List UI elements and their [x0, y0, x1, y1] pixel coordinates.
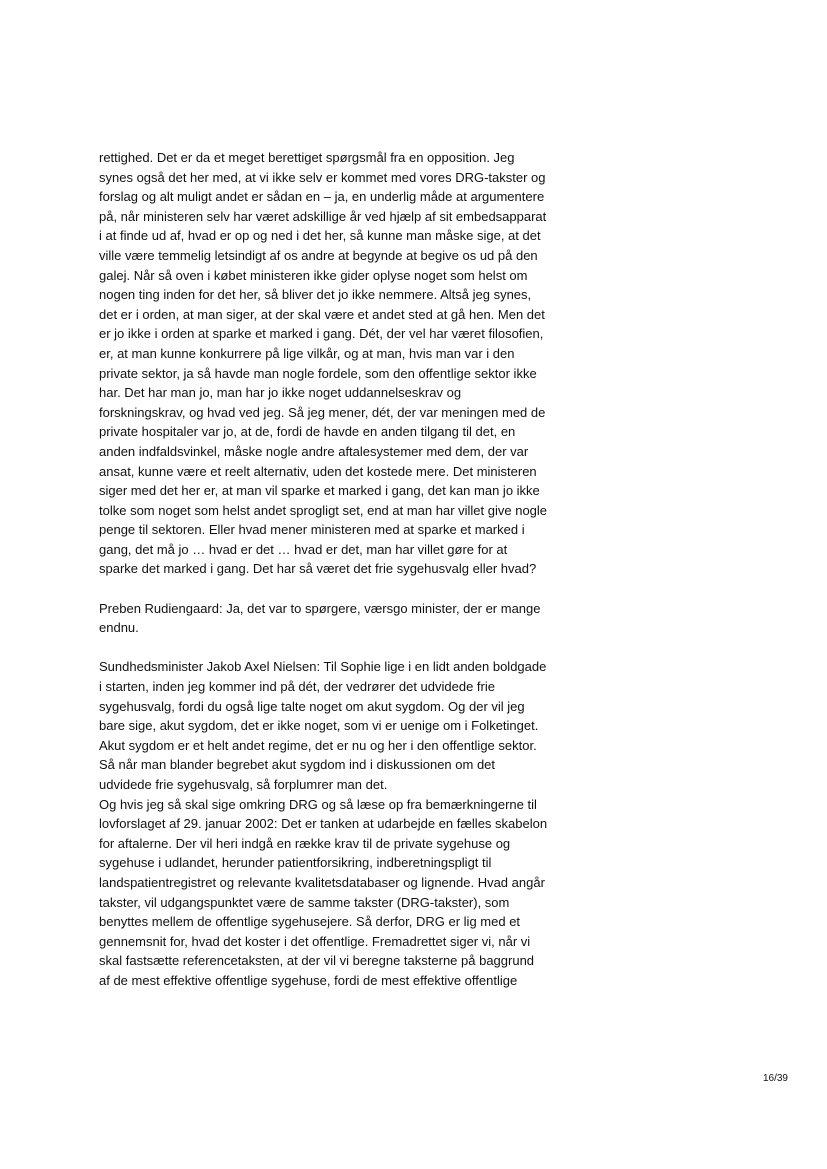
text-line: sygehusvalg, fordi du også lige talte noget om akut sygdom. Og der vil jeg: [99, 698, 525, 714]
text-line: benyttes mellem de offentlige sygehusejere. Så derfor, DRG er lig med et: [99, 914, 521, 930]
text-line: anden indfaldsvinkel, måske nogle andre aftalesystemer med dem, der var: [99, 443, 529, 459]
text-line: endnu.: [99, 620, 139, 636]
paragraph: [99, 599, 599, 638]
text-line: af de mest effektive offentlige sygehuse, fordi de mest effektive offentlige: [99, 972, 518, 988]
text-line: private sektor, ja så havde man nogle fordele, som den offentlige sektor ikke: [99, 365, 537, 381]
text-line: er jo ikke i orden at sparke et marked i gang. Dét, der vel har været filosofien,: [99, 326, 544, 342]
text-line: Akut sygdom er et helt andet regime, det er nu og her i den offentlige sektor.: [99, 737, 537, 753]
text-line: sygehuse i udlandet, herunder patientforsikring, indberetningspligt til: [99, 855, 492, 871]
paragraph-gap: [99, 579, 599, 599]
text-line: Sundhedsminister Jakob Axel Nielsen: Til Sophie lige i en lidt anden boldgade: [99, 659, 547, 675]
text-line: bare sige, akut sygdom, det er ikke noget, som vi er uenige om i Folketinget.: [99, 718, 539, 734]
text-line: rettighed. Det er da et meget berettiget spørgsmål fra en opposition. Jeg: [99, 150, 515, 165]
text-line: er, at man kunne konkurrere på lige vilkår, og at man, hvis man var i den: [99, 345, 515, 361]
paragraph-gap: [99, 638, 599, 658]
page-number: 16/39: [762, 1073, 788, 1084]
text-line: Og hvis jeg så skal sige omkring DRG og så læse op fra bemærkningerne til: [99, 796, 537, 812]
text-line: takster, vil udgangspunktet være de samme takster (DRG-takster), som: [99, 894, 510, 910]
text-line: udvidede frie sygehusvalg, så forplumrer man det.: [99, 777, 388, 792]
text-line: på, når ministeren selv har været adskillige år ved hjælp af sit embedsapparat: [99, 208, 547, 224]
text-line: i starten, inden jeg kommer ind på dét, der vedrører det udvidede frie: [99, 679, 495, 695]
document-body: [99, 148, 599, 991]
text-line: gang, det må jo … hvad er det … hvad er det, man har villet gøre for at: [99, 541, 508, 557]
text-line: forslag og alt muligt andet er sådan en – ja, en underlig måde at argumentere: [99, 189, 545, 205]
text-line: har. Det har man jo, man har jo ikke noget uddannelseskrav og: [99, 385, 462, 401]
text-line: i at finde ud af, hvad er op og ned i det her, så kunne man måske sige, at det: [99, 228, 541, 244]
text-line: gennemsnit for, hvad det koster i det offentlige. Fremadrettet siger vi, når vi: [99, 933, 531, 949]
text-line: galej. Når så oven i købet ministeren ikke gider oplyse noget som helst om: [99, 267, 528, 283]
text-line: forskningskrav, og hvad ved jeg. Så jeg mener, dét, der var meningen med de: [99, 404, 546, 420]
text-line: ville være temmelig letsindigt af os andre at begynde at begive os ud på den: [99, 247, 538, 263]
text-line: sparke det marked i gang. Det har så været det frie sygehusvalg eller hvad?: [99, 561, 537, 577]
text-line: tolke som noget som helst andet sprogligt set, end at man har villet give nogle: [99, 502, 548, 518]
text-line: for aftalerne. Der vil heri indgå en række krav til de private sygehuse og: [99, 835, 511, 851]
text-line: private hospitaler var jo, at de, fordi de havde en anden tilgang til det, en: [99, 424, 516, 440]
text-line: ansat, kunne være et reelt alternativ, uden det kostede mere. Det ministeren: [99, 463, 537, 479]
text-line: landspatientregistret og relevante kvalitetsdatabaser og lignende. Hvad angår: [99, 874, 545, 890]
paragraph: [99, 148, 599, 579]
paragraph: [99, 657, 599, 990]
text-line: penge til sektoren. Eller hvad mener ministeren med at sparke et marked i: [99, 522, 525, 538]
text-line: lovforslaget af 29. januar 2002: Det er tanken at udarbejde en fælles skabelon: [99, 816, 548, 832]
text-line: synes også det her med, at vi ikke selv er kommet med vores DRG-takster og: [99, 169, 546, 185]
text-line: det er i orden, at man siger, at der skal være et andet sted at gå hen. Men det: [99, 306, 545, 322]
text-line: Preben Rudiengaard: Ja, det var to spørgere, værsgo minister, der er mange: [99, 600, 541, 616]
text-line: siger med det her er, at man vil sparke et marked i gang, det kan man jo ikke: [99, 483, 540, 499]
text-line: Så når man blander begrebet akut sygdom ind i diskussionen om det: [99, 757, 496, 773]
text-line: nogen ting inden for det her, så bliver det jo ikke nemmere. Altså jeg synes,: [99, 287, 532, 303]
text-line: skal fastsætte referencetaksten, at der vil vi beregne taksterne på baggrund: [99, 953, 535, 969]
